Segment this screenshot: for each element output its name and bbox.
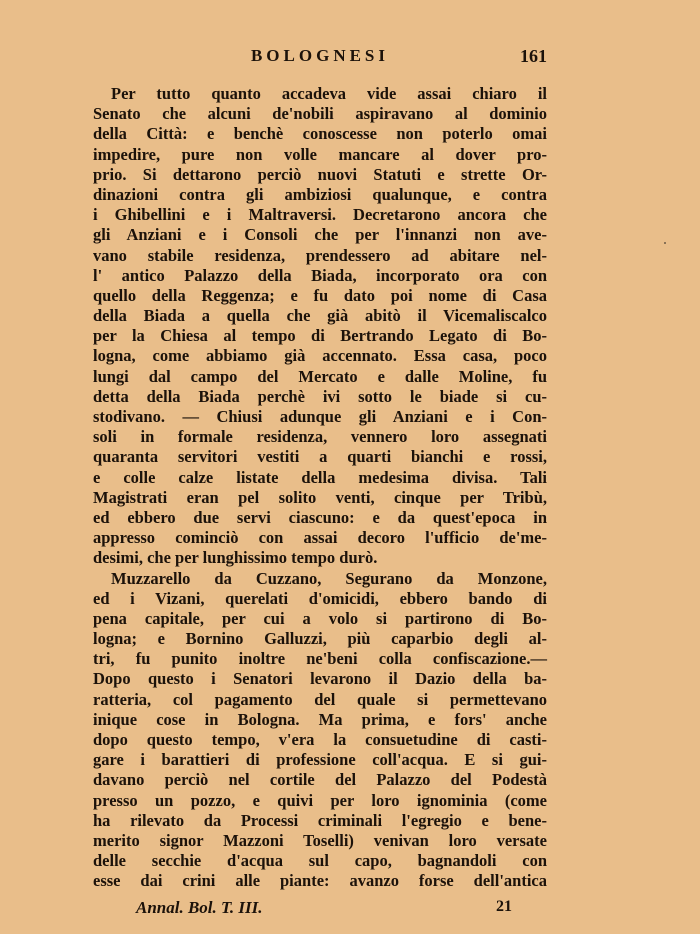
text-line: impedire, pure non volle mancare al dover pro- [93, 144, 547, 164]
text-line: Muzzarello da Cuzzano, Segurano da Monzone, [111, 568, 547, 588]
text-line: quello della Reggenza; e fu dato poi nome di Casa [93, 285, 547, 305]
text-line: lungi dal campo del Mercato e dalle Moline, fu [93, 366, 547, 386]
text-line: dinazioni contra gli ambiziosi qualunque, e contra [93, 184, 547, 204]
page-footer [136, 898, 512, 922]
text-line: e colle calze listate della medesima divisa. Tali [93, 467, 547, 487]
text-line: della Biada a quella che già abitò il Vicemaliscalco [93, 306, 547, 326]
signature-mark: 21 [496, 898, 512, 915]
text-line: gare i barattieri di professione coll'acqua. E si gui- [93, 750, 547, 770]
text-line: Per tutto quanto accadeva vide assai chiaro il [111, 84, 547, 103]
text-line: Senato che alcuni de'nobili aspiravano al dominio [93, 104, 547, 124]
text-line: della Città: e benchè conoscesse non poterlo omai [93, 124, 547, 144]
text-line: esse dai crini alle piante: avanzo forse dell'antica [93, 871, 547, 891]
text-line: quaranta servitori vestiti a quarti bianchi e rossi, [93, 447, 547, 467]
text-line: Magistrati eran pel solito venti, cinque per Tribù, [93, 487, 547, 507]
text-line: gli Anziani e i Consoli che per l'innanzi non ave- [93, 225, 547, 245]
text-line: tri, fu punito inoltre ne'beni colla confiscazione.— [93, 649, 547, 669]
signature-line: Annal. Bol. T. III. [136, 898, 263, 917]
text-line: ratteria, col pagamento del quale si permettevano [93, 689, 547, 709]
text-line: pena capitale, per cui a volo si partirono di Bo- [93, 608, 547, 628]
text-line: inique cose in Bologna. Ma prima, e fors' anche [93, 709, 547, 729]
text-line: logna; e Bornino Galluzzi, più caparbio degli al- [93, 629, 547, 649]
text-line: ed ebbero due servi ciascuno: e da quest'epoca in [93, 507, 547, 527]
page-header [93, 44, 547, 72]
text-line: ha rilevato da Processi criminali l'egregio e bene- [93, 810, 547, 830]
text-line: desimi, che per lunghissimo tempo durò. [93, 548, 378, 568]
body-text [93, 84, 547, 892]
text-line: Dopo questo i Senatori levarono il Dazio della ba- [93, 669, 547, 689]
text-line: l' antico Palazzo della Biada, incorporato ora con [93, 265, 547, 285]
paper-speck [664, 242, 666, 244]
text-line: appresso cominciò con assai decoro l'ufficio de'me- [93, 528, 547, 548]
text-line: davano perciò nel cortile del Palazzo del Podestà [93, 770, 547, 790]
text-line: presso un pozzo, e quivi per loro ignominia (come [93, 790, 547, 810]
text-line: per la Chiesa al tempo di Bertrando Legato di Bo- [93, 326, 547, 346]
text-line: prio. Si dettarono perciò nuovi Statuti e strette Or- [93, 164, 547, 184]
text-line: detta della Biada perchè ivi sotto le biade si cu- [93, 386, 547, 406]
text-line: i Ghibellini e i Maltraversi. Decretarono ancora che [93, 205, 547, 225]
text-line: stodivano. — Chiusi adunque gli Anziani e i Con- [93, 407, 547, 426]
text-line: merito signor Mazzoni Toselli) venivan loro versate [93, 830, 547, 850]
text-line: delle secchie d'acqua sul capo, bagnandoli con [93, 851, 547, 871]
text-line: vano stabile residenza, prendessero ad abitare nel- [93, 245, 547, 265]
text-line: soli in formale residenza, vennero loro assegnati [93, 427, 547, 447]
text-line: ed i Vizani, querelati d'omicidi, ebbero bando di [93, 588, 547, 608]
page-number: 161 [520, 46, 547, 66]
running-title: BOLOGNESI [250, 46, 390, 65]
text-line: logna, come abbiamo già accennato. Essa casa, poco [93, 346, 547, 366]
text-line: dopo questo tempo, v'era la consuetudine di casti- [93, 730, 547, 749]
